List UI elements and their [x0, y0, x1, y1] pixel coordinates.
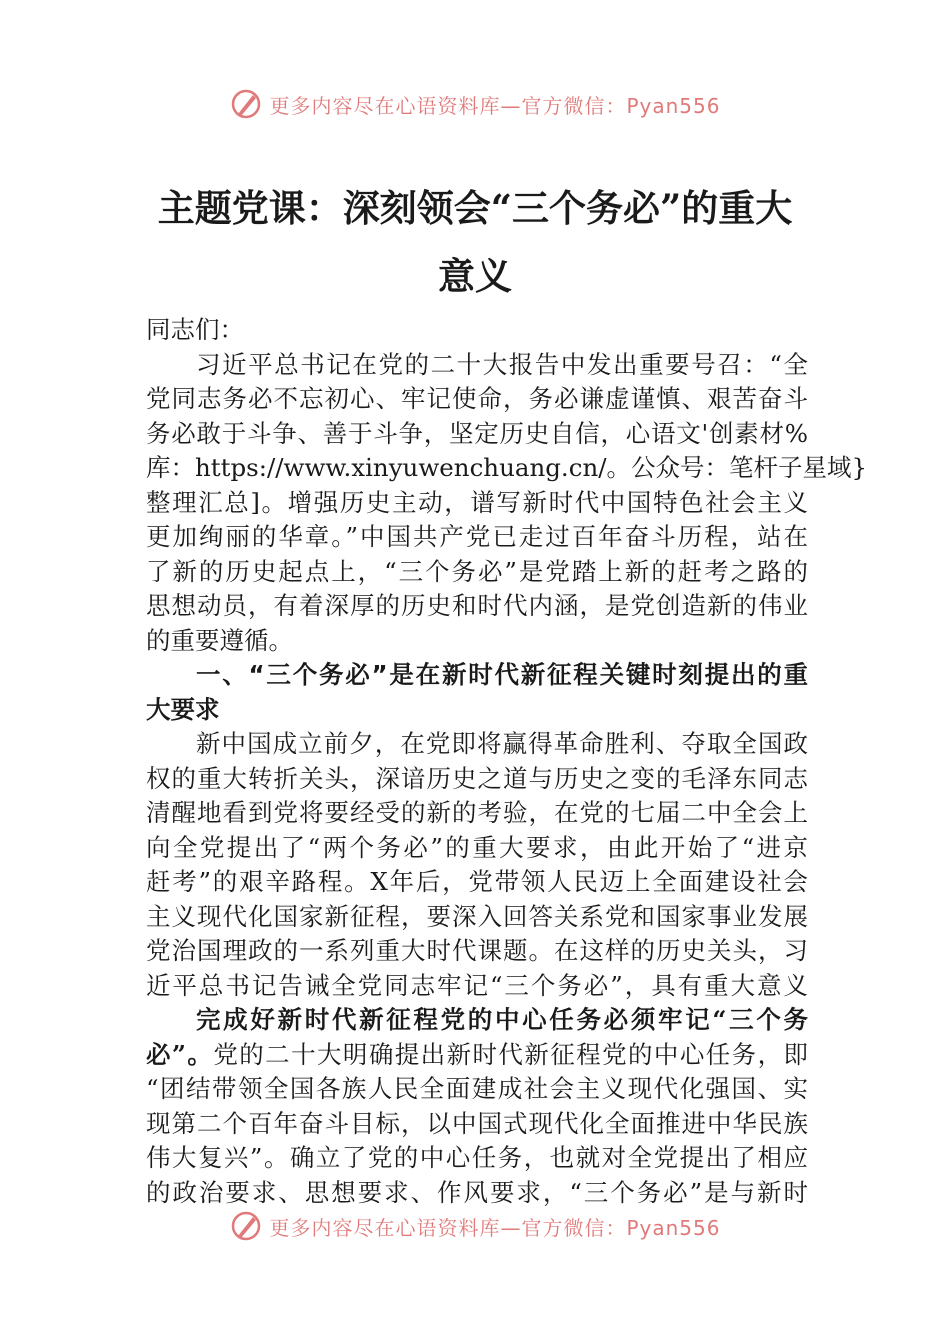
- paragraph-line: 向全党提出了“两个务必”的重大要求，由此开始了“进京: [146, 832, 808, 862]
- paragraph-line: 了新的历史起点上，“三个务必”是党踏上新的赶考之路的: [146, 556, 808, 586]
- section-heading: 大要求: [146, 694, 220, 724]
- paragraph-line: 整理汇总]。增强历史主动，谱写新时代中国特色社会主义: [146, 487, 808, 517]
- paragraph-line: 习近平总书记在党的二十大报告中发出重要号召：“全: [196, 349, 808, 379]
- paragraph-line: [146, 1038, 808, 1073]
- paragraph-line: 权的重大转折关头，深谙历史之道与历史之变的毛泽东同志: [146, 763, 808, 793]
- paragraph-line: 伟大复兴”。确立了党的中心任务，也就对全党提出了相应: [146, 1143, 808, 1172]
- document-title: [145, 174, 805, 310]
- paragraph-line: 的政治要求、思想要求、作风要求，“三个务必”是与新时: [146, 1177, 808, 1207]
- paragraph-line: 库：https://www.xinyuwenchuang.cn/。公众号：笔杆子星域}: [146, 453, 868, 482]
- bold-lead-end: 必”。: [146, 1039, 214, 1069]
- paragraph-line: “团结带领全国各族人民全面建成社会主义现代化强国、实: [146, 1074, 808, 1103]
- document-body: [146, 313, 868, 1210]
- paragraph-line: 的重要遵循。: [146, 625, 293, 655]
- pen-logo-icon: [229, 87, 263, 121]
- section-heading: 一、“三个务必”是在新时代新征程关键时刻提出的重: [196, 660, 808, 689]
- paragraph-line: 清醒地看到党将要经受的新的考验，在党的七届二中全会上: [146, 798, 808, 827]
- paragraph-line: 新中国成立前夕，在党即将赢得革命胜利、夺取全国政: [196, 729, 808, 758]
- paragraph-line: 务必敢于斗争、善于斗争，坚定历史自信，心语文'创素材%: [146, 418, 808, 448]
- paragraph-line: 更加绚丽的华章。”中国共产党已走过百年奋斗历程，站在: [146, 522, 808, 551]
- paragraph-line: 党同志务必不忘初心、牢记使命，务必谦虚谨慎、艰苦奋斗: [146, 384, 808, 413]
- title-line-1: 主题党课：深刻领会“三个务必”的重大: [157, 186, 793, 230]
- paragraph-line: 赶考”的艰辛路程。X年后，党带领人民迈上全面建设社会: [146, 867, 808, 896]
- title-line-2: 意义: [438, 254, 512, 298]
- pen-logo-icon: [229, 1209, 263, 1243]
- bold-lead-sentence: 完成好新时代新征程党的中心任务必须牢记“三个务: [196, 1005, 808, 1034]
- paragraph-line: 思想动员，有着深厚的历史和时代内涵，是党创造新的伟业: [146, 591, 808, 620]
- paragraph-line: 党治国理政的一系列重大时代课题。在这样的历史关头，习: [146, 936, 808, 965]
- paragraph-line: 现第二个百年奋斗目标，以中国式现代化全面推进中华民族: [146, 1108, 808, 1138]
- paragraph-line: 近平总书记告诫全党同志牢记“三个务必”，具有重大意义: [146, 970, 808, 1000]
- watermark-header: [0, 86, 950, 122]
- watermark-text: 更多内容尽在心语资料库—官方微信：Pyan556: [269, 1215, 721, 1240]
- watermark-text: 更多内容尽在心语资料库—官方微信：Pyan556: [269, 93, 721, 118]
- salutation: 同志们：: [146, 315, 244, 344]
- watermark-footer: [0, 1208, 950, 1244]
- paragraph-line: 主义现代化国家新征程，要深入回答关系党和国家事业发展: [146, 901, 808, 931]
- paragraph-text: 党的二十大明确提出新时代新征程党的中心任务，即: [213, 1039, 808, 1069]
